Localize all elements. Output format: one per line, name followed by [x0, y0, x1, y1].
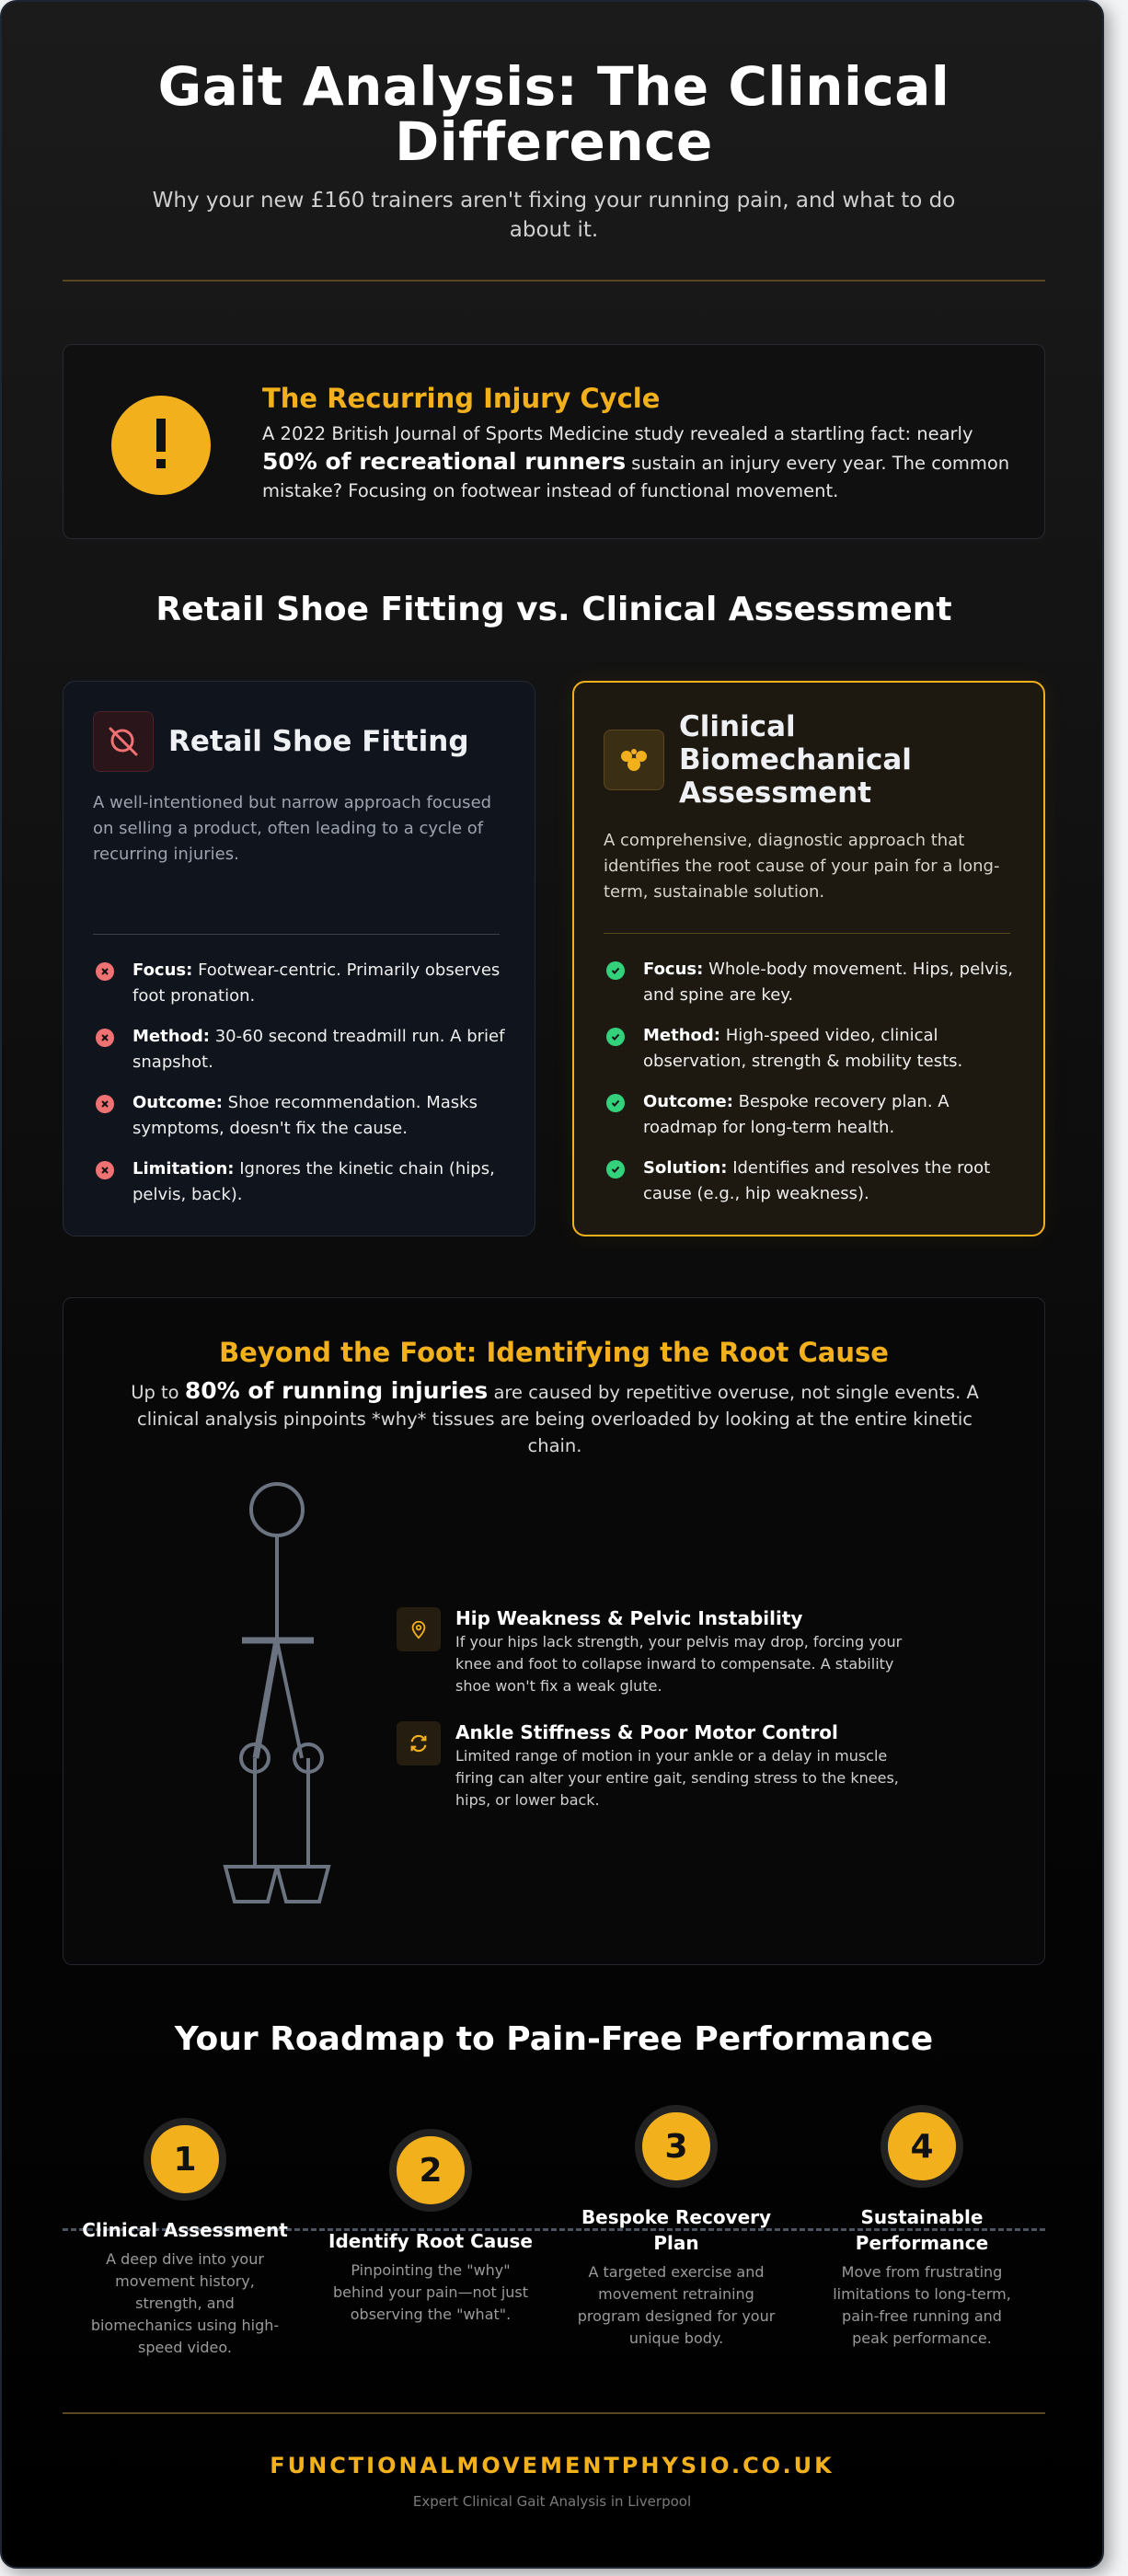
step-number: 3 — [635, 2105, 718, 2188]
page-title: Gait Analysis: The Clinical Difference — [157, 55, 950, 173]
step-text: A targeted exercise and movement retraining program designed for your unique body. — [577, 2263, 776, 2347]
list-item: Focus: Whole-body movement. Hips, pelvis, and spine are key. — [604, 957, 1018, 1008]
retail-list — [93, 958, 507, 1223]
x-circle-icon — [96, 1029, 114, 1047]
stick-figure-diagram — [213, 1482, 341, 1915]
footer-tagline: Expert Clinical Gait Analysis in Liverpool — [412, 2493, 692, 2510]
no-search-icon — [93, 711, 154, 772]
exclamation-icon — [111, 396, 211, 495]
step-text: Pinpointing the "why" behind your pain—not just observing the "what". — [332, 2261, 529, 2323]
factor-title: Hip Weakness & Pelvic Instability — [455, 1607, 803, 1629]
step-title: Sustainable Performance — [855, 2206, 989, 2254]
check-circle-icon — [606, 1028, 625, 1046]
alert-title: The Recurring Injury Cycle — [262, 383, 661, 414]
alert-text: A 2022 British Journal of Sports Medicine study revealed a startling fact: nearly 50% of recreational runners sustain an injury every year. The common mistake? Focusing on footwear instead of functional movement. — [262, 423, 1010, 501]
root-cause-section — [63, 1297, 1045, 1965]
step-number: 1 — [144, 2118, 226, 2201]
x-circle-icon — [96, 1161, 114, 1179]
location-pin-icon — [397, 1607, 441, 1651]
x-circle-icon — [96, 962, 114, 981]
list-item: Outcome: Bespoke recovery plan. A roadmap for long-term health. — [604, 1089, 1018, 1141]
check-circle-icon — [606, 961, 625, 980]
roadmap-step-3 — [559, 2105, 793, 2350]
roadmap-step-1 — [68, 2118, 302, 2359]
header — [63, 55, 1045, 245]
step-text: A deep dive into your movement history, strength, and biomechanics using high-speed video. — [90, 2250, 280, 2356]
molecule-icon — [604, 730, 664, 790]
list-item: Limitation: Ignores the kinetic chain (hips, pelvis, back). — [93, 1156, 507, 1208]
root-cause-text: Up to 80% of running injuries are caused by repetitive overuse, not single events. A clinical analysis pinpoints *why* tissues are being overloaded by looking at the entire kinetic chain. — [131, 1377, 979, 1456]
step-title: Identify Root Cause — [328, 2230, 533, 2252]
list-item: Method: 30-60 second treadmill run. A brief snapshot. — [93, 1024, 507, 1075]
alert-highlight: 50% of recreational runners — [262, 448, 627, 475]
step-number: 4 — [881, 2105, 963, 2188]
footer-divider — [63, 2412, 1045, 2414]
refresh-icon — [397, 1721, 441, 1765]
factor-title: Ankle Stiffness & Poor Motor Control — [455, 1721, 838, 1743]
clinical-card-description: A comprehensive, diagnostic approach that identifies the root cause of your pain for a long-term, sustainable solution. — [604, 831, 1000, 902]
check-circle-icon — [606, 1160, 625, 1179]
step-title: Bespoke Recovery Plan — [581, 2206, 772, 2254]
list-item: Focus: Footwear-centric. Primarily observes foot pronation. — [93, 958, 507, 1009]
roadmap-step-2 — [314, 2129, 547, 2326]
root-cause-highlight: 80% of running injuries — [184, 1377, 489, 1404]
factor-text: Limited range of motion in your ankle or a delay in muscle firing can alter your entire gait, sending stress to the knees, hips, or lower back. — [455, 1747, 899, 1809]
clinical-card-title: Clinical Biomechanical Assessment — [679, 710, 912, 810]
clinical-divider — [604, 933, 1010, 934]
clinical-list — [604, 957, 1018, 1222]
page-subtitle: Why your new £160 trainers aren't fixing your running pain, and what to do about it. — [152, 189, 956, 242]
list-item: Method: High-speed video, clinical observation, strength & mobility tests. — [604, 1023, 1018, 1075]
retail-card — [63, 681, 535, 1236]
retail-card-title: Retail Shoe Fitting — [168, 725, 469, 758]
roadmap-title: Your Roadmap to Pain-Free Performance — [174, 2020, 934, 2058]
roadmap-step-4 — [805, 2105, 1039, 2350]
step-text: Move from frustrating limitations to long-term, pain-free running and peak performance. — [833, 2263, 1011, 2347]
list-item: Outcome: Shoe recommendation. Masks symptoms, doesn't fix the cause. — [93, 1090, 507, 1142]
step-number: 2 — [389, 2129, 472, 2212]
retail-card-description: A well-intentioned but narrow approach focused on selling a product, often leading to a cycle of recurring injuries. — [93, 793, 492, 864]
retail-divider — [93, 934, 500, 935]
factor-ankle-stiffness — [397, 1721, 912, 1811]
injury-cycle-alert — [63, 344, 1045, 539]
clinical-card — [572, 681, 1045, 1236]
factor-hip-weakness — [397, 1607, 912, 1697]
list-item: Solution: Identifies and resolves the root cause (e.g., hip weakness). — [604, 1156, 1018, 1207]
root-cause-title: Beyond the Foot: Identifying the Root Cause — [219, 1337, 889, 1368]
comparison-title: Retail Shoe Fitting vs. Clinical Assessment — [155, 591, 952, 628]
check-circle-icon — [606, 1094, 625, 1112]
footer-brand-link[interactable]: FUNCTIONALMOVEMENTPHYSIO.CO.UK — [270, 2453, 834, 2478]
x-circle-icon — [96, 1095, 114, 1113]
factor-text: If your hips lack strength, your pelvis may drop, forcing your knee and foot to collapse inward to compensate. A stability shoe won't fix a weak glute. — [455, 1633, 903, 1695]
step-title: Clinical Assessment — [82, 2219, 288, 2241]
header-divider — [63, 280, 1045, 282]
